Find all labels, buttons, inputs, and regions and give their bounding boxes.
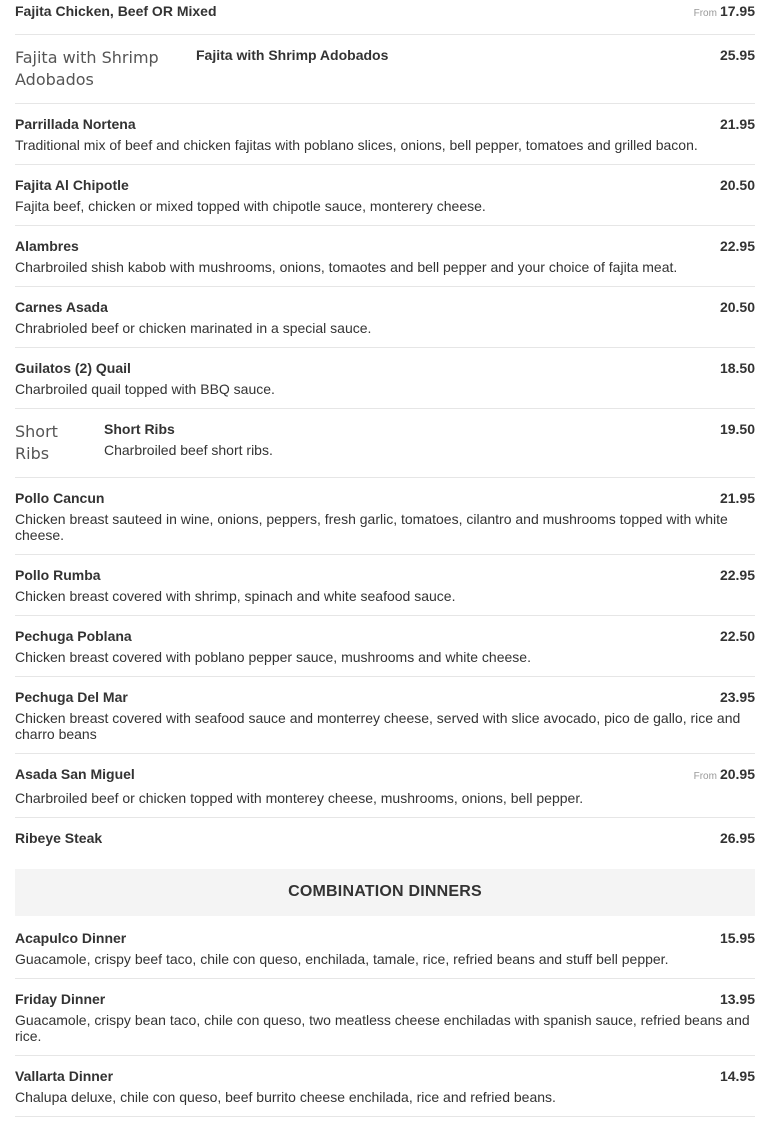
item-description: Chicken breast sauteed in wine, onions, peppers, fresh garlic, tomatoes, cilantro and mushrooms topped with white cheese. <box>15 511 728 543</box>
item-name: Pechuga Del Mar <box>15 689 128 705</box>
item-name: Fajita Al Chipotle <box>15 177 129 193</box>
menu-item[interactable] <box>15 409 755 478</box>
item-name: Short Ribs <box>104 421 175 437</box>
menu-item[interactable] <box>15 287 755 348</box>
item-description: Chicken breast covered with seafood sauce and monterrey cheese, served with slice avocado, pico de gallo, rice and charro beans <box>15 710 741 742</box>
menu-item[interactable] <box>15 979 755 1056</box>
item-price: 21.95 <box>719 490 755 506</box>
item-name: Acapulco Dinner <box>15 930 127 946</box>
item-name: Pollo Rumba <box>15 567 101 583</box>
item-price: 21.95 <box>719 116 755 132</box>
item-description: Charbroiled shish kabob with mushrooms, onions, tomaotes and bell pepper and your choice of fajita meat. <box>15 259 678 275</box>
item-description: Fajita beef, chicken or mixed topped with chipotle sauce, monterery cheese. <box>15 198 486 214</box>
item-name: Friday Dinner <box>15 991 106 1007</box>
item-description: Charbroiled beef or chicken topped with monterey cheese, mushrooms, onions, bell pepper. <box>15 790 584 806</box>
item-name: Ribeye Steak <box>15 830 103 846</box>
item-name: Pollo Cancun <box>15 490 105 506</box>
menu-item[interactable] <box>15 677 755 754</box>
item-name: Vallarta Dinner <box>15 1068 114 1084</box>
item-price: 20.95 <box>719 766 755 782</box>
item-name: Asada San Miguel <box>15 766 135 782</box>
item-name: Alambres <box>15 238 79 254</box>
section-heading: COMBINATION DINNERS <box>15 869 755 916</box>
item-price: 18.50 <box>719 360 755 376</box>
menu-item[interactable] <box>15 1056 755 1117</box>
item-price: 22.95 <box>719 567 755 583</box>
menu-item[interactable] <box>15 918 755 979</box>
item-price: 20.50 <box>719 177 755 193</box>
item-price: 14.95 <box>719 1068 755 1084</box>
item-price: 25.95 <box>719 47 755 63</box>
menu-item[interactable] <box>15 35 755 104</box>
menu-item[interactable] <box>15 104 755 165</box>
from-label: From <box>693 8 717 19</box>
item-description: Charbroiled quail topped with BBQ sauce. <box>15 381 275 397</box>
item-description: Chicken breast covered with shrimp, spinach and white seafood sauce. <box>15 588 456 604</box>
item-price: 13.95 <box>719 991 755 1007</box>
menu-list <box>15 0 755 1117</box>
item-price: 19.50 <box>719 421 755 437</box>
menu-item[interactable] <box>15 818 755 858</box>
item-name: Parrillada Nortena <box>15 116 136 132</box>
item-name: Pechuga Poblana <box>15 628 132 644</box>
menu-item[interactable] <box>15 226 755 287</box>
item-description: Charbroiled beef short ribs. <box>104 442 273 458</box>
item-price: 23.95 <box>719 689 755 705</box>
item-description: Guacamole, crispy beef taco, chile con queso, enchilada, tamale, rice, refried beans and stuff bell pepper. <box>15 951 669 967</box>
menu-item[interactable] <box>15 165 755 226</box>
item-price: 26.95 <box>719 830 755 846</box>
item-name: Fajita Chicken, Beef OR Mixed <box>15 3 217 19</box>
item-description: Traditional mix of beef and chicken fajitas with poblano slices, onions, bell pepper, tomatoes and grilled bacon. <box>15 137 698 153</box>
menu-item[interactable] <box>15 754 755 818</box>
item-description: Chicken breast covered with poblano pepper sauce, mushrooms and white cheese. <box>15 649 531 665</box>
item-description: Chrabrioled beef or chicken marinated in a special sauce. <box>15 320 372 336</box>
menu-item[interactable] <box>15 478 755 555</box>
item-image[interactable]: Short Ribs <box>15 422 58 463</box>
menu-item[interactable] <box>15 0 755 35</box>
menu-item[interactable] <box>15 555 755 616</box>
item-name: Carnes Asada <box>15 299 108 315</box>
item-image[interactable]: Fajita with Shrimp Adobados <box>15 48 159 89</box>
item-price: 20.50 <box>719 299 755 315</box>
item-price: 17.95 <box>719 3 755 19</box>
item-description: Chalupa deluxe, chile con queso, beef burrito cheese enchilada, rice and refried beans. <box>15 1089 556 1105</box>
from-label: From <box>693 771 717 782</box>
menu-item[interactable] <box>15 348 755 409</box>
item-price: 15.95 <box>719 930 755 946</box>
menu-item[interactable] <box>15 616 755 677</box>
item-name: Fajita with Shrimp Adobados <box>196 47 389 63</box>
item-price: 22.95 <box>719 238 755 254</box>
item-name: Guilatos (2) Quail <box>15 360 131 376</box>
item-price: 22.50 <box>719 628 755 644</box>
item-description: Guacamole, crispy bean taco, chile con queso, two meatless cheese enchiladas with spanish sauce, refried beans and rice. <box>15 1012 750 1044</box>
